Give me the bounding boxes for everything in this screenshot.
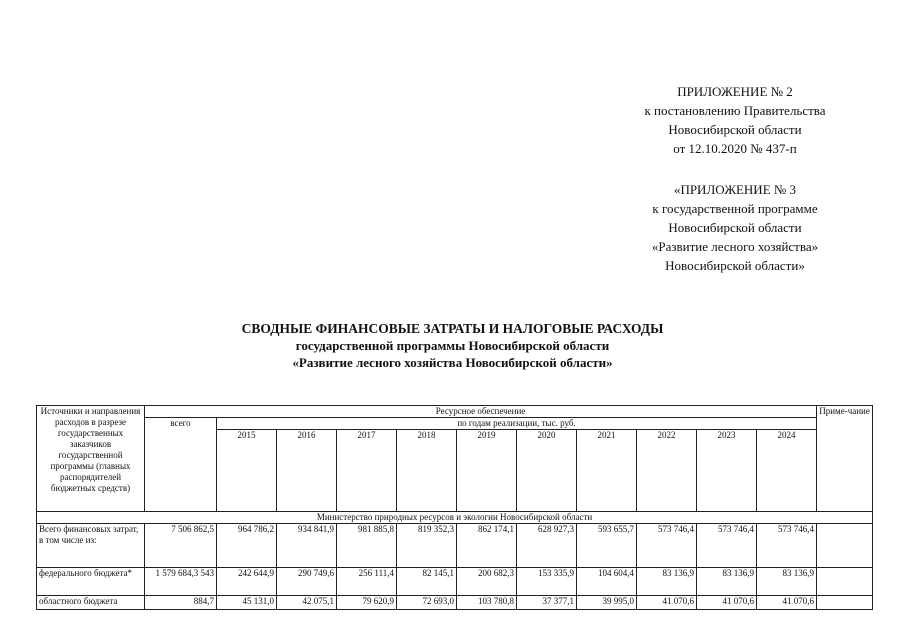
year-header: 2024 xyxy=(757,430,817,512)
appendix-2-block xyxy=(620,82,850,158)
appendix-3-title: «ПРИЛОЖЕНИЕ № 3 xyxy=(673,182,797,197)
header-row-2 xyxy=(37,418,873,430)
row-total: 1 579 684,3 543 xyxy=(145,568,217,596)
year-header: 2017 xyxy=(337,430,397,512)
cell-value: 628 927,3 xyxy=(517,524,577,568)
appendix-2-region: Новосибирской области xyxy=(668,122,802,137)
note-cell xyxy=(817,568,873,596)
cell-value: 573 746,4 xyxy=(757,524,817,568)
cell-value: 104 604,4 xyxy=(577,568,637,596)
document-heading xyxy=(0,320,905,371)
note-cell xyxy=(817,524,873,568)
year-header: 2019 xyxy=(457,430,517,512)
cell-value: 934 841,9 xyxy=(277,524,337,568)
cell-value: 82 145,1 xyxy=(397,568,457,596)
cell-value: 200 682,3 xyxy=(457,568,517,596)
cell-value: 256 111,4 xyxy=(337,568,397,596)
appendix-3-region: Новосибирской области xyxy=(668,220,802,235)
heading-title: СВОДНЫЕ ФИНАНСОВЫЕ ЗАТРАТЫ И НАЛОГОВЫЕ РАСХОДЫ xyxy=(241,321,664,336)
note-cell xyxy=(817,596,873,610)
cell-value: 573 746,4 xyxy=(697,524,757,568)
cell-value: 37 377,1 xyxy=(517,596,577,610)
appendix-3-program: «Развитие лесного хозяйства» xyxy=(651,239,819,254)
cell-value: 242 644,9 xyxy=(217,568,277,596)
resource-header: Ресурсное обеспечение xyxy=(145,406,817,418)
header-row-1 xyxy=(37,406,873,418)
year-header: 2020 xyxy=(517,430,577,512)
cell-value: 593 655,7 xyxy=(577,524,637,568)
year-header: 2023 xyxy=(697,430,757,512)
cell-value: 79 620,9 xyxy=(337,596,397,610)
table-row-total xyxy=(37,524,873,568)
financial-table xyxy=(36,405,873,610)
row-label: федерального бюджета* xyxy=(37,568,145,596)
cell-value: 819 352,3 xyxy=(397,524,457,568)
years-header: по годам реализации, тыс. руб. xyxy=(217,418,817,430)
appendix-2-date: от 12.10.2020 № 437-п xyxy=(673,141,797,156)
cell-value: 83 136,9 xyxy=(637,568,697,596)
source-header: Источники и направления расходов в разрезе государственных заказчиков государственной программы (главных распорядителей бюджетных средств) xyxy=(37,406,145,512)
cell-value: 862 174,1 xyxy=(457,524,517,568)
appendix-3-block xyxy=(615,180,855,275)
cell-value: 573 746,4 xyxy=(637,524,697,568)
row-total: 7 506 862,5 xyxy=(145,524,217,568)
cell-value: 290 749,6 xyxy=(277,568,337,596)
table-row-regional xyxy=(37,596,873,610)
year-header: 2015 xyxy=(217,430,277,512)
cell-value: 42 075,1 xyxy=(277,596,337,610)
cell-value: 981 885,8 xyxy=(337,524,397,568)
cell-value: 103 780,8 xyxy=(457,596,517,610)
appendix-2-subtitle: к постановлению Правительства xyxy=(644,103,826,118)
heading-program: «Развитие лесного хозяйства Новосибирской области» xyxy=(292,355,613,370)
cell-value: 45 131,0 xyxy=(217,596,277,610)
heading-subtitle: государственной программы Новосибирской области xyxy=(295,338,610,353)
row-label: Всего финансовых затрат, в том числе из: xyxy=(37,524,145,568)
total-header: всего xyxy=(145,418,217,512)
cell-value: 72 693,0 xyxy=(397,596,457,610)
appendix-3-region-end: Новосибирской области» xyxy=(665,258,805,273)
appendix-3-subtitle: к государственной программе xyxy=(652,201,818,216)
row-total: 884,7 xyxy=(145,596,217,610)
year-header: 2021 xyxy=(577,430,637,512)
row-label: областного бюджета xyxy=(37,596,145,610)
ministry-row xyxy=(37,512,873,524)
year-header: 2022 xyxy=(637,430,697,512)
cell-value: 153 335,9 xyxy=(517,568,577,596)
note-header: Приме-чание xyxy=(817,406,873,512)
cell-value: 83 136,9 xyxy=(757,568,817,596)
ministry-label: Министерство природных ресурсов и экологии Новосибирской области xyxy=(37,512,873,524)
cell-value: 41 070,6 xyxy=(637,596,697,610)
year-header: 2016 xyxy=(277,430,337,512)
appendix-2-title: ПРИЛОЖЕНИЕ № 2 xyxy=(677,84,793,99)
year-header: 2018 xyxy=(397,430,457,512)
table-row-federal xyxy=(37,568,873,596)
cell-value: 39 995,0 xyxy=(577,596,637,610)
cell-value: 83 136,9 xyxy=(697,568,757,596)
cell-value: 41 070,6 xyxy=(757,596,817,610)
cell-value: 41 070,6 xyxy=(697,596,757,610)
cell-value: 964 786,2 xyxy=(217,524,277,568)
